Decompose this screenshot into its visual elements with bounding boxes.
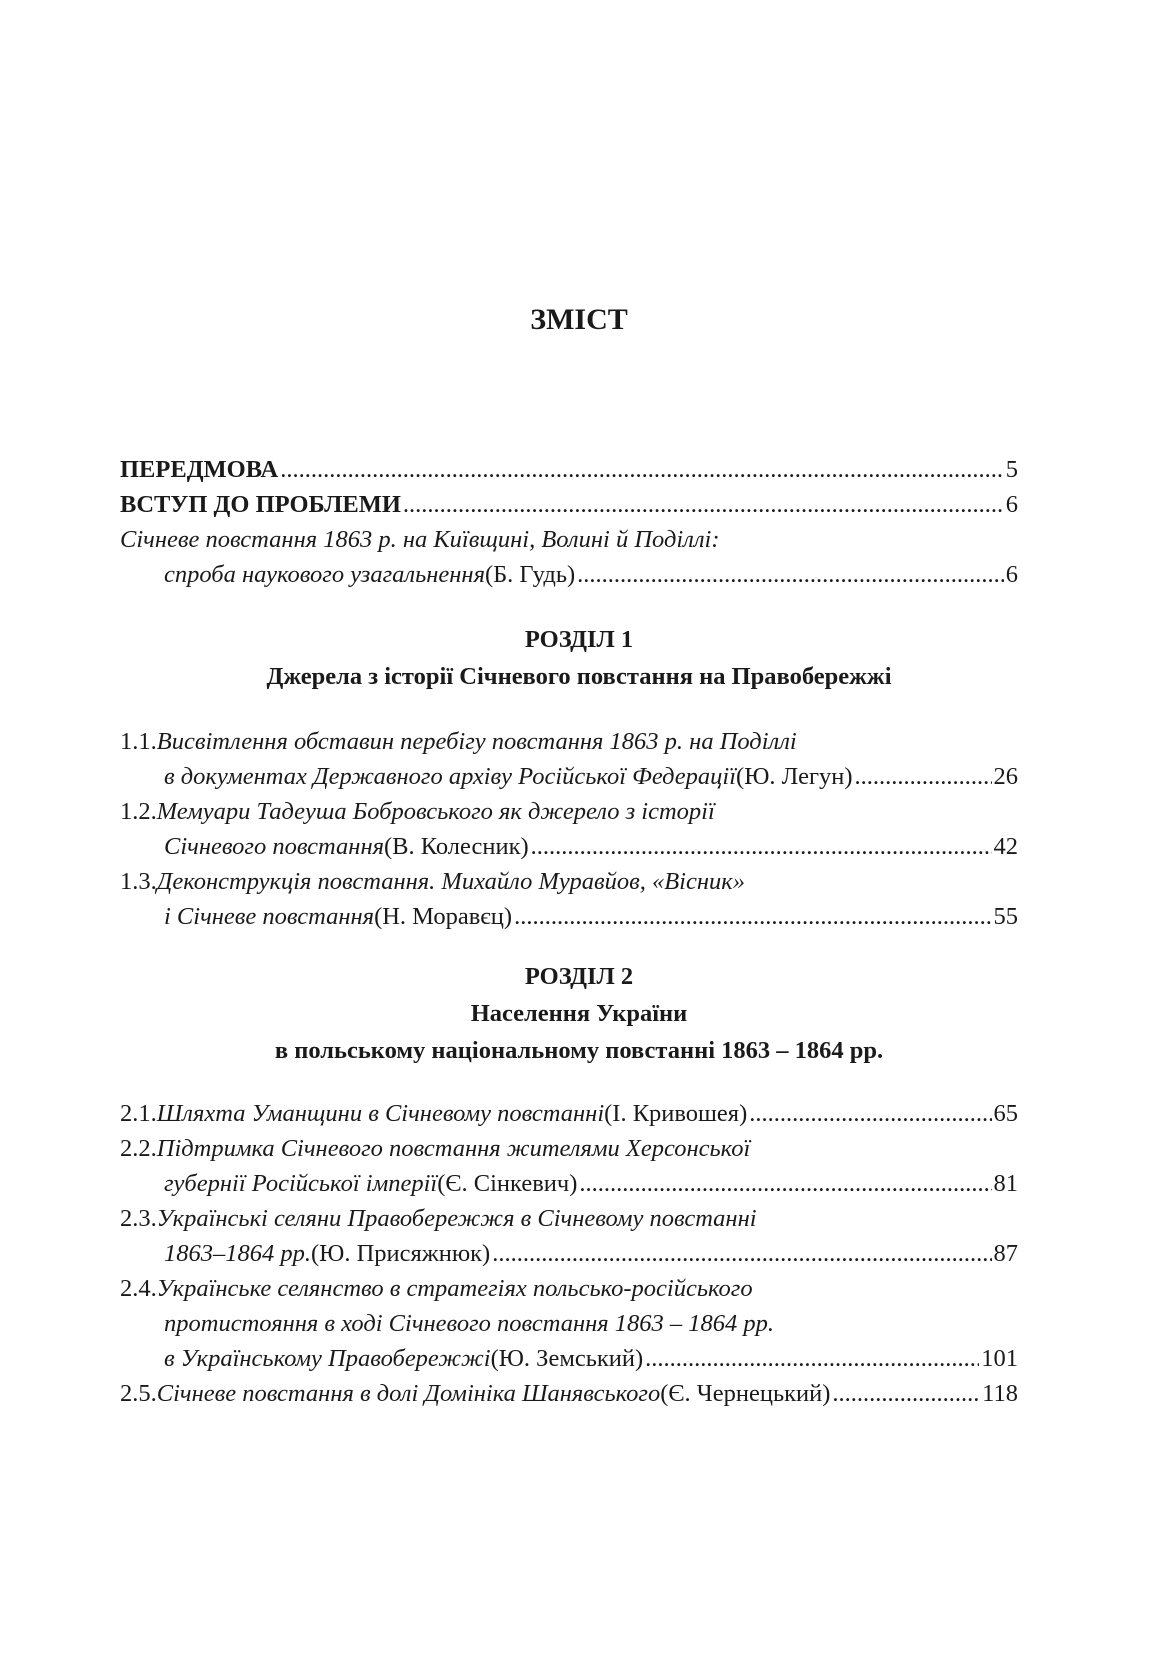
toc-entry-2-4-cont[interactable] xyxy=(120,1306,1018,1341)
toc-entry-1-3-cont[interactable] xyxy=(120,899,1018,934)
chapter-title: Джерела з історії Січневого повстання на Правобережжі xyxy=(266,663,892,690)
page-title: ЗМІСТ xyxy=(530,303,628,336)
toc-entry-2-4-cont2[interactable] xyxy=(120,1341,1018,1376)
toc-entry-1-2-cont[interactable] xyxy=(120,829,1018,864)
toc-entry-number: 1.3. xyxy=(120,868,157,895)
toc-entry-number: 2.4. xyxy=(120,1275,157,1302)
toc-entry-title: ВСТУП ДО ПРОБЛЕМИ xyxy=(120,491,401,518)
toc-entry-title: Українське селянство в стратегіях польсько-російського xyxy=(156,1275,753,1302)
toc-entry-author: (Є. Сінкевич) xyxy=(437,1170,578,1197)
dot-leader xyxy=(645,1341,979,1376)
toc-entry-intro-article[interactable] xyxy=(120,522,1018,557)
toc-entry-intro-article-cont[interactable] xyxy=(120,557,1018,592)
toc-entry-title: Висвітлення обставин перебігу повстання 1863 р. на Поділлі xyxy=(156,728,797,755)
toc-entry-title-cont: в документах Державного архіву Російської Федерації xyxy=(164,763,737,790)
toc-entry-author: (В. Колесник) xyxy=(384,833,529,860)
toc-entry-1-1[interactable] xyxy=(120,724,1018,759)
dot-leader xyxy=(749,1096,991,1131)
toc-entry-title-cont: спроба наукового узагальнення xyxy=(164,561,485,588)
toc-page-number: 101 xyxy=(981,1345,1018,1372)
toc-entry-title-cont: 1863–1864 рр. xyxy=(164,1240,311,1267)
toc-entry-2-3[interactable] xyxy=(120,1201,1018,1236)
toc-entry-2-4[interactable] xyxy=(120,1271,1018,1306)
toc-entry-title-cont: і Січневе повстання xyxy=(164,903,375,930)
toc-entry-title-cont: протистояння в ході Січневого повстання 1863 – 1864 рр. xyxy=(164,1310,775,1337)
toc-entry-title: Січневе повстання в долі Домініка Шанявського xyxy=(156,1380,661,1407)
chapter-1-heading xyxy=(0,621,1158,695)
toc-page-number: 65 xyxy=(993,1100,1018,1127)
chapter-title-cont: в польському національному повстанні 1863 – 1864 рр. xyxy=(274,1037,884,1064)
toc-entry-author: (Б. Гудь) xyxy=(484,561,576,588)
toc-entry-author: (І. Кривошея) xyxy=(604,1100,748,1127)
toc-page-number: 81 xyxy=(993,1170,1018,1197)
toc-entry-number: 2.2. xyxy=(120,1135,157,1162)
toc-entry-1-2[interactable] xyxy=(120,794,1018,829)
toc-entry-preface[interactable] xyxy=(120,452,1018,487)
toc-entry-number: 2.1. xyxy=(120,1100,157,1127)
toc-entry-author: (Є. Чернецький) xyxy=(660,1380,831,1407)
toc-page-number: 5 xyxy=(1005,456,1018,483)
toc-front-section xyxy=(120,452,1018,592)
toc-entry-title: Січневе повстання 1863 р. на Київщині, Волині й Поділлі: xyxy=(120,526,720,553)
toc-page-number: 26 xyxy=(993,763,1018,790)
toc-page-number: 6 xyxy=(1005,561,1018,588)
toc-entry-title: Шляхта Уманщини в Січневому повстанні xyxy=(156,1100,605,1127)
dot-leader xyxy=(403,487,1004,522)
toc-page-number: 42 xyxy=(993,833,1018,860)
toc-entry-2-5[interactable] xyxy=(120,1376,1018,1411)
dot-leader xyxy=(579,1166,991,1201)
toc-entry-number: 1.2. xyxy=(120,798,157,825)
dot-leader xyxy=(577,557,1004,592)
toc-entry-title: Деконструкція повстання. Михайло Муравйов, «Вісник» xyxy=(156,868,745,895)
dot-leader xyxy=(514,899,991,934)
chapter-label: РОЗДІЛ 2 xyxy=(524,963,634,990)
toc-page-number: 55 xyxy=(993,903,1018,930)
toc-page-number: 6 xyxy=(1005,491,1018,518)
toc-entry-2-1[interactable] xyxy=(120,1096,1018,1131)
toc-entry-author: (Ю. Присяжнюк) xyxy=(311,1240,491,1267)
toc-page-number: 118 xyxy=(982,1380,1018,1407)
chapter-2-entries xyxy=(120,1096,1018,1411)
toc-entry-title: Мемуари Тадеуша Бобровського як джерело з історії xyxy=(156,798,715,825)
toc-entry-title-cont: Січневого повстання xyxy=(164,833,384,860)
chapter-label: РОЗДІЛ 1 xyxy=(524,626,634,653)
toc-entry-number: 2.3. xyxy=(120,1205,157,1232)
toc-entry-number: 2.5. xyxy=(120,1380,157,1407)
dot-leader xyxy=(832,1376,980,1411)
toc-entry-number: 1.1. xyxy=(120,728,157,755)
toc-entry-2-3-cont[interactable] xyxy=(120,1236,1018,1271)
toc-entry-title-cont: в Українському Правобережжі xyxy=(164,1345,491,1372)
toc-entry-2-2[interactable] xyxy=(120,1131,1018,1166)
toc-entry-introduction[interactable] xyxy=(120,487,1018,522)
dot-leader xyxy=(492,1236,991,1271)
chapter-1-entries xyxy=(120,724,1018,934)
dot-leader xyxy=(855,759,992,794)
toc-entry-2-2-cont[interactable] xyxy=(120,1166,1018,1201)
toc-entry-title: Підтримка Січневого повстання жителями Херсонської xyxy=(156,1135,751,1162)
dot-leader xyxy=(531,829,992,864)
toc-entry-title: Українські селяни Правобережжя в Січневому повстанні xyxy=(156,1205,757,1232)
toc-entry-author: (Н. Моравєц) xyxy=(374,903,513,930)
toc-entry-title-cont: губернії Російської імперії xyxy=(164,1170,438,1197)
chapter-title: Населення України xyxy=(470,1000,688,1027)
toc-entry-1-3[interactable] xyxy=(120,864,1018,899)
toc-entry-title: ПЕРЕДМОВА xyxy=(120,456,279,483)
dot-leader xyxy=(280,452,1004,487)
toc-entry-author: (Ю. Земський) xyxy=(490,1345,644,1372)
toc-entry-author: (Ю. Легун) xyxy=(736,763,853,790)
chapter-2-heading xyxy=(0,958,1158,1069)
toc-page-number: 87 xyxy=(993,1240,1018,1267)
toc-entry-1-1-cont[interactable] xyxy=(120,759,1018,794)
